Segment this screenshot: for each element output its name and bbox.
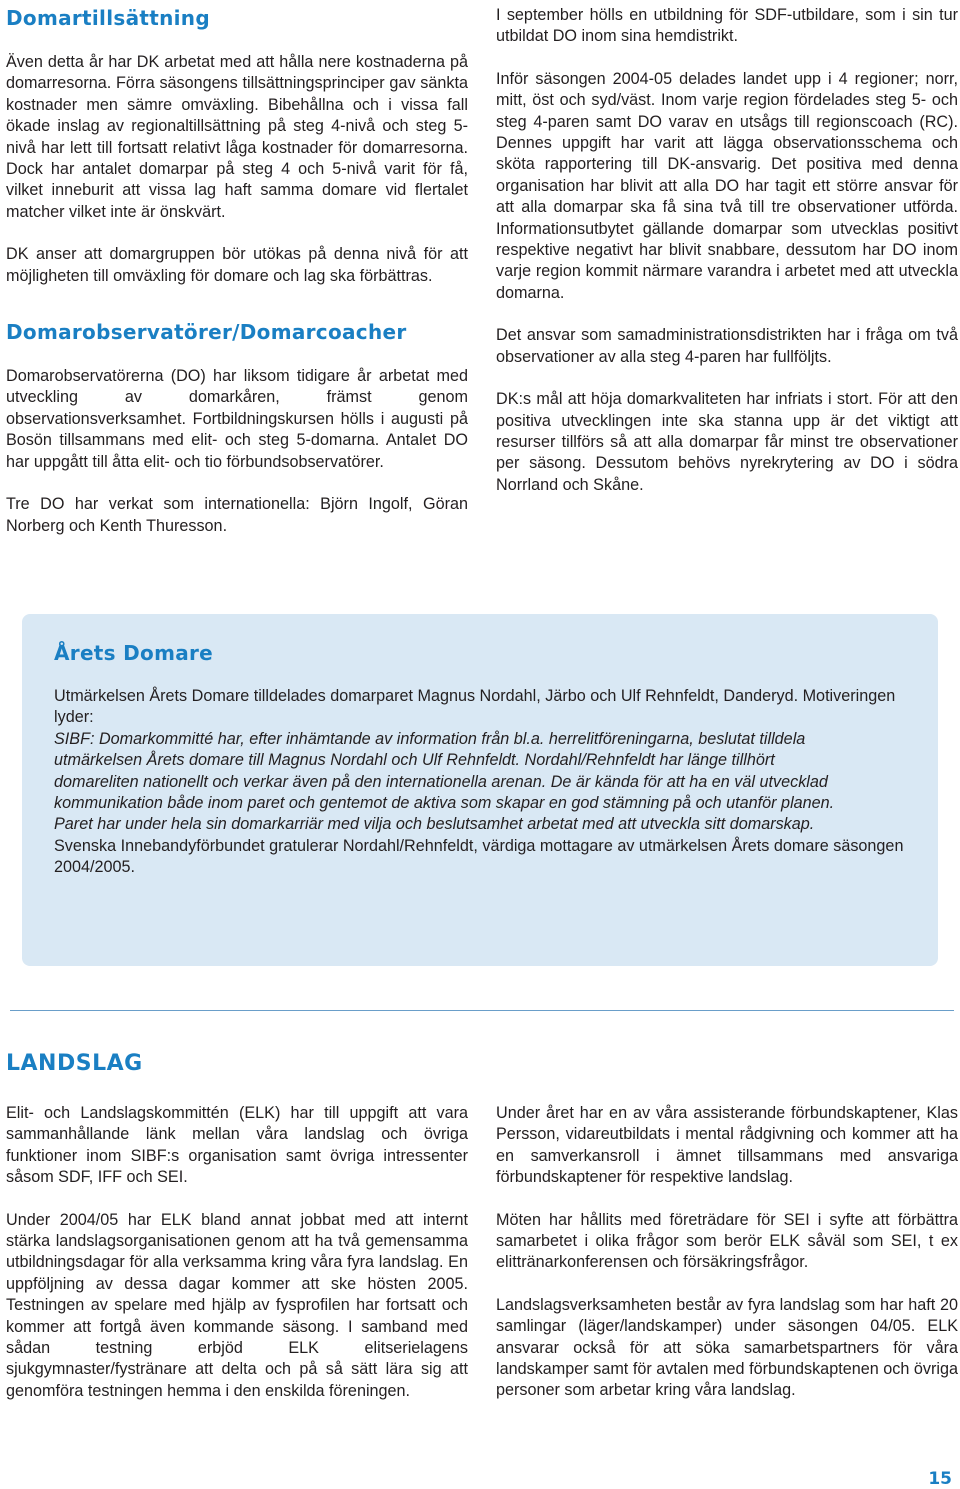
heading-domartillsattning: Domartillsättning: [6, 6, 210, 30]
award-intro: Utmärkelsen Årets Domare tilldelades domarparet Magnus Nordahl, Järbo och Ulf Rehnfeldt, Danderyd. Motiveringen lyder:: [54, 687, 896, 727]
paragraph: Även detta år har DK arbetat med att hålla nere kostnaderna på domarresorna. Förra säsongens tillsättningsprinciper gav sänkta kostnader men sämre omväxling. Bibehållna och i vissa fall ökade inslag av regionaltillsättning på steg 4-nivå och steg 5-nivå har lett till fortsatt relativt låga kostnader för domarresorna. Dock har antalet domarpar på steg 4 och 5-nivå varit för få, vilket inneburit att vissa lag haft samma domare vid flertalet matcher vilket inte är önskvärt.: [6, 53, 468, 221]
award-closing: Svenska Innebandyförbundet gratulerar Nordahl/Rehnfeldt, värdiga mottagare av utmärkelsen Årets domare säsongen 2004/2005.: [54, 836, 904, 877]
paragraph: Inför säsongen 2004-05 delades landet upp i 4 regioner; norr, mitt, öst och syd/väst. Inom varje region fördelades steg 5- och steg 4-paren samt DO varav en utsågs till regionscoach (RC). Dennes uppgift har varit att lägga observationsschema och sköta rapportering till DK-ansvarig. Det positiva med denna organisation har blivit att alla DO har tagit ett större ansvar för att alla domarpar ska få sina två till tre observationer utförda. Informationsutbytet gällande domarpar som utvecklas positivt respektive negativt har blivit snabbare, dessutom har DO inom varje region kommit närmare varandra i arbetet med att utveckla domarna.: [496, 69, 958, 302]
paragraph: Elit- och Landslagskommittén (ELK) har till uppgift att vara sammanhållande länk mellan våra landslag och övriga funktioner inom SIBF:s organisation samt övriga intressenter såsom SDF, IFF och SEI.: [6, 1104, 468, 1187]
left-column-top: [6, 5, 468, 537]
heading-domarobservatorer: Domarobservatörer/Domarcoacher: [6, 320, 407, 345]
paragraph: Det ansvar som samadministrationsdistrikten har i fråga om två observationer av alla steg 4-paren har fullföljts.: [496, 326, 958, 366]
award-quote: SIBF: Domarkommitté har, efter inhämtande av information från bl.a. herrelitföreningarna, beslutat tilldela utmärkelsen Årets domare till Magnus Nordahl och Ulf Rehnfeldt. Nordahl/Rehnfeldt har länge tillhört domareliten nationellt och verkar även på den internationella arenan. De är kända för att ha en väl utvecklad kommunikation både inom paret och gentemot de aktiva som skapar en god stämning på och utanför planen. Paret har under hela sin domarkarriär med vilja och beslutsamhet arbetat med att utveckla sitt domarskap.: [54, 729, 835, 834]
right-column-top: [496, 5, 958, 496]
page-number: 15: [928, 1469, 952, 1489]
heading-landslag: LANDSLAG: [6, 1051, 143, 1076]
paragraph: DK:s mål att höja domarkvaliteten har infriats i stort. För att den positiva utvecklingen inte ska stanna upp är det viktigt att resurser tillförs så att alla domarpar får minst tre observationer per säsong. Dessutom behövs nyrekrytering av DO i södra Norrland och Skåne.: [496, 390, 958, 494]
heading-arets-domare: Årets Domare: [54, 641, 214, 665]
paragraph: Domarobservatörerna (DO) har liksom tidigare år arbetat med utveckling av domarkåren, främst genom observationsverksamhet. Fortbildningskursen hölls i augusti på Bosön tillsammans med elit- och steg 5-domarna. Antalet DO har uppgått till åtta elit- och tio förbundsobservatörer.: [6, 367, 468, 471]
award-box: [22, 614, 938, 966]
paragraph: Under året har en av våra assisterande förbundskaptener, Klas Persson, vidareutbildats i mental rådgivning och kommer att ha en samverkansroll i ämnet tillsammans med ansvariga förbundskaptener för respektive landslag.: [496, 1104, 958, 1187]
award-content: [54, 640, 914, 879]
section-divider: [10, 1010, 954, 1011]
paragraph: Möten har hållits med företrädare för SEI i syfte att förbättra samarbetet i olika frågor som berör ELK såväl som SEI, t ex elittränarkonferensen och försäkringsfrågor.: [496, 1210, 958, 1272]
left-column-bottom: [6, 1103, 468, 1402]
right-column-bottom: [496, 1103, 958, 1402]
paragraph: Under 2004/05 har ELK bland annat jobbat med att internt stärka landslagsorganisationen genom att ha två gemensamma utbildningsdagar för alla verksamma kring våra fyra landslag. En uppföljning av dessa dagar kommer att ske hösten 2005. Testningen av spelare med hjälp av fysprofilen har fortsatt och kommer att fortgå även kommande säsong. I samband med sådan testning erbjöd ELK elitserielagens sjukgymnaster/fystränare att delta och på så sätt lära sig att genomföra testningen hemma i den enskilda föreningen.: [6, 1210, 468, 1400]
paragraph: Landslagsverksamheten består av fyra landslag som har haft 20 samlingar (läger/landskamper) under säsongen 04/05. ELK ansvarar också för att söka samarbetspartners för våra landskamper samt för avtalen med förbundskaptenen och övriga personer som arbetar kring våra landslag.: [496, 1295, 958, 1400]
paragraph: I september hölls en utbildning för SDF-utbildare, som i sin tur utbildat DO inom sina hemdistrikt.: [496, 6, 958, 46]
paragraph: DK anser att domargruppen bör utökas på denna nivå för att möjligheten till omväxling för domare och lag ska förbättras.: [6, 245, 468, 285]
paragraph: Tre DO har verkat som internationella: Björn Ingolf, Göran Norberg och Kenth Thuresson.: [6, 495, 468, 535]
